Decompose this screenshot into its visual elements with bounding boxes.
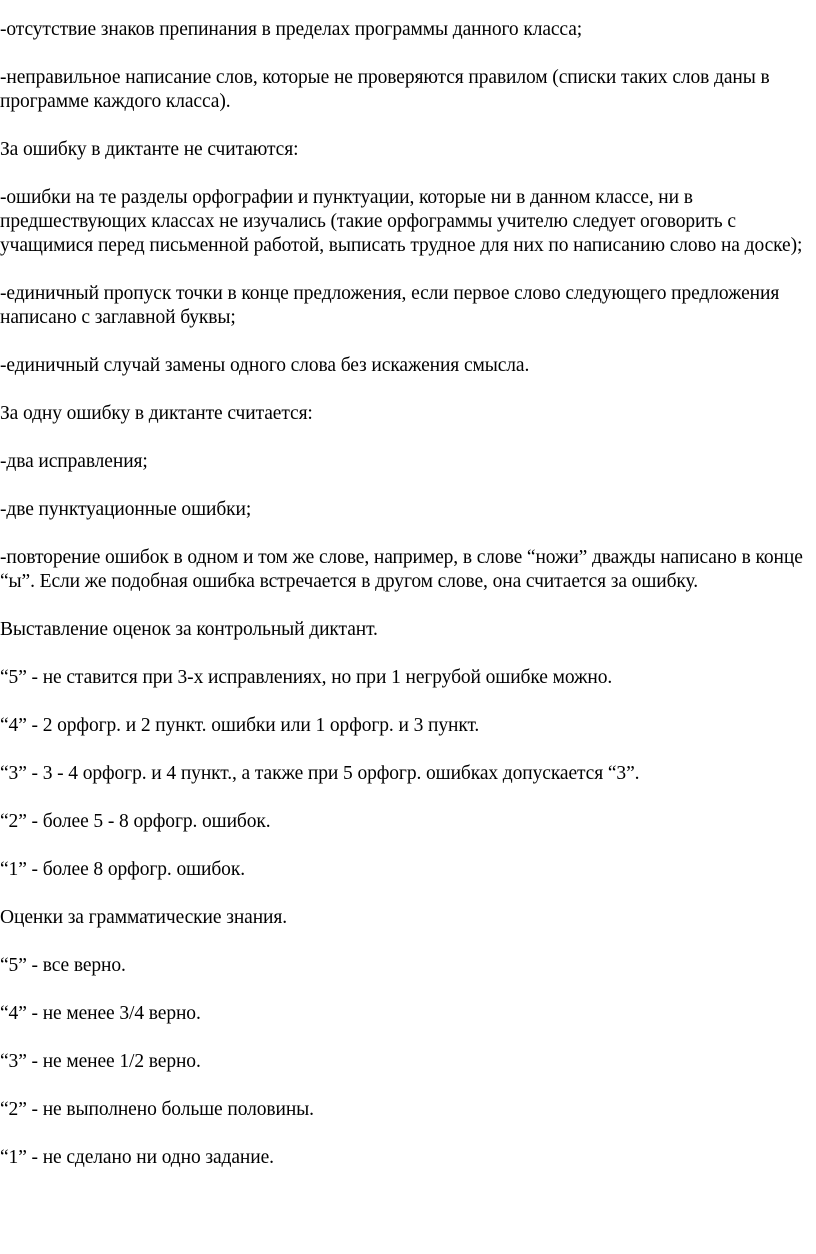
paragraph-unstudied-sections: -ошибки на те разделы орфографии и пунктуации, которые ни в данном классе, ни в предшествующих классах не изучались (такие орфограммы учителю следует оговорить с учащимися перед письменной работой, выписать трудное для них по написанию слово на доске); xyxy=(0,187,803,256)
grade-5-grammar: “5” - все верно. xyxy=(0,955,126,976)
paragraph-two-corrections: -два исправления; xyxy=(0,451,148,472)
grade-1-dictation: “1” - более 8 орфогр. ошибок. xyxy=(0,859,245,880)
grade-3-dictation: “3” - 3 - 4 орфогр. и 4 пункт., а также при 5 орфогр. ошибках допускается “3”. xyxy=(0,763,640,784)
paragraph-repeated-errors: -повторение ошибок в одном и том же слове, например, в слове “ножи” дважды написано в конце “ы”. Если же подобная ошибка встречается в другом слове, она считается за ошибку. xyxy=(0,547,803,592)
paragraph-missed-period: -единичный пропуск точки в конце предложения, если первое слово следующего предложения написано с заглавной буквы; xyxy=(0,283,780,328)
grade-2-dictation: “2” - более 5 - 8 орфогр. ошибок. xyxy=(0,811,271,832)
grade-4-grammar: “4” - не менее 3/4 верно. xyxy=(0,1003,201,1024)
paragraph-no-punctuation: -отсутствие знаков препинания в пределах программы данного класса; xyxy=(0,19,583,40)
grade-4-dictation: “4” - 2 орфогр. и 2 пункт. ошибки или 1 орфогр. и 3 пункт. xyxy=(0,715,480,736)
heading-grammar-grading: Оценки за грамматические знания. xyxy=(0,907,288,928)
paragraph-two-punctuation-errors: -две пунктуационные ошибки; xyxy=(0,499,252,520)
heading-one-error-counted: За одну ошибку в диктанте считается: xyxy=(0,403,313,424)
grade-1-grammar: “1” - не сделано ни одно задание. xyxy=(0,1147,274,1168)
paragraph-word-replacement: -единичный случай замены одного слова без искажения смысла. xyxy=(0,355,530,376)
grade-2-grammar: “2” - не выполнено больше половины. xyxy=(0,1099,314,1120)
paragraph-unchecked-words: -неправильное написание слов, которые не проверяются правилом (списки таких слов даны в программе каждого класса). xyxy=(0,67,770,112)
grade-5-dictation: “5” - не ставится при 3-х исправлениях, но при 1 негрубой ошибке можно. xyxy=(0,667,613,688)
heading-dictation-grading: Выставление оценок за контрольный диктант. xyxy=(0,619,378,640)
heading-not-counted-errors: За ошибку в диктанте не считаются: xyxy=(0,139,299,160)
grade-3-grammar: “3” - не менее 1/2 верно. xyxy=(0,1051,201,1072)
